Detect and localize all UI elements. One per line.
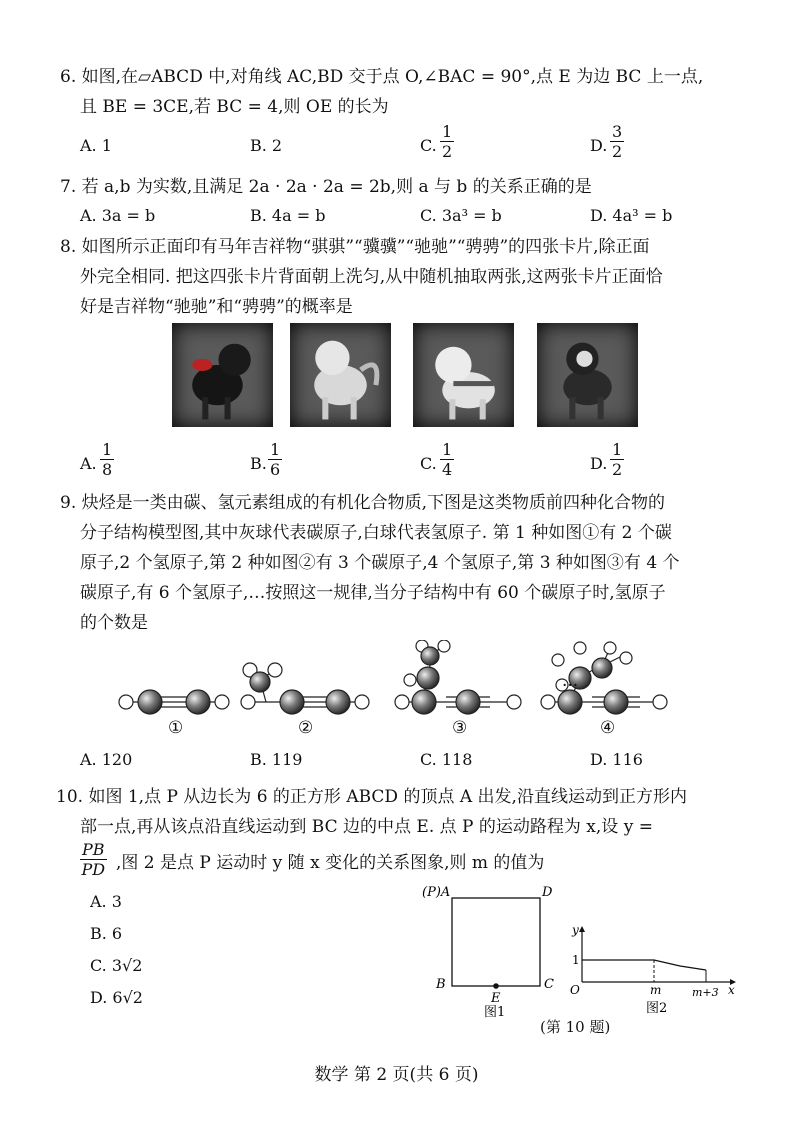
q9-option-a: A. 120 [80, 750, 133, 769]
label-one: 1 [572, 953, 580, 967]
label-c: C [544, 977, 554, 992]
figure-1-caption: 图1 [484, 1005, 506, 1020]
graph-curve [582, 960, 706, 970]
q8-option-b-label: B. [250, 454, 267, 473]
label-b: B [436, 977, 446, 992]
square-abcd [452, 898, 540, 986]
q6-stem-line2: 且 BE = 3CE,若 BC = 4,则 OE 的长为 [80, 97, 389, 117]
molecule-2 [241, 663, 369, 714]
q8-option-d-label: D. [590, 454, 608, 473]
q8-option-c-fraction: $\frac{1}{4}$ [442, 440, 453, 479]
label-e: E [491, 991, 501, 1006]
molecule-label-1: ① [168, 718, 184, 738]
q10-fraction-pb-pd: $\frac{PB}{PD}$ [81, 840, 106, 879]
q9-stem-line5: 的个数是 [80, 613, 148, 633]
q8-stem-line2: 外完全相同. 把这四张卡片背面朝上洗匀,从中随机抽取两张,这两张卡片正面恰 [80, 267, 663, 287]
q8-option-b-fraction: $\frac{1}{6}$ [270, 440, 281, 479]
q9-stem-line3: 原子,2 个氢原子,第 2 种如图②有 3 个碳原子,4 个氢原子,第 3 种如图③有 4 个 [80, 553, 680, 573]
q9-stem-line4: 碳原子,有 6 个氢原子,…按照这一规律,当分子结构中有 60 个碳原子时,氢原子 [80, 583, 666, 603]
q6-option-d-label: D. [590, 136, 608, 155]
q8-option-a-fraction: $\frac{1}{8}$ [102, 440, 113, 479]
q7-option-b: B. 4a = b [250, 206, 326, 225]
mascot-card-4 [537, 323, 638, 427]
q9-option-c: C. 118 [420, 750, 473, 769]
label-m3: m+3 [692, 986, 719, 999]
label-y: y [572, 923, 579, 937]
mascot-card-2 [290, 323, 391, 427]
q6-option-c-fraction: $\frac{1}{2}$ [442, 122, 453, 161]
q6-option-b: B. 2 [250, 136, 283, 155]
mascot-card-1 [172, 323, 273, 427]
point-e [493, 983, 499, 989]
q7-stem: 7. 若 a,b 为实数,且满足 2a · 2a · 2a = 2b,则 a 与 b 的关系正确的是 [60, 177, 592, 197]
molecule-4 [541, 642, 667, 714]
q10-option-b: B. 6 [90, 924, 123, 943]
q8-option-a-label: A. [80, 454, 97, 473]
q10-option-c: C. 3√2 [90, 956, 143, 975]
q8-option-d-fraction: $\frac{1}{2}$ [612, 440, 623, 479]
q6-option-a: A. 1 [80, 136, 112, 155]
q10-stem-line2: 部一点,再从该点沿直线运动到 BC 边的中点 E. 点 P 的运动路程为 x,设 y = [80, 817, 653, 837]
q10-stem-line3: ,图 2 是点 P 运动时 y 随 x 变化的关系图象,则 m 的值为 [116, 853, 545, 873]
q9-option-b: B. 119 [250, 750, 303, 769]
q10-option-d: D. 6√2 [90, 988, 143, 1007]
q7-option-d: D. 4a³ = b [590, 206, 673, 225]
q6-option-d-fraction: $\frac{3}{2}$ [612, 122, 623, 161]
label-pa: (P)A [422, 885, 451, 900]
q10-option-a: A. 3 [90, 892, 122, 911]
molecule-models [110, 640, 710, 735]
label-o: O [570, 983, 580, 997]
q9-stem-line1: 9. 炔烃是一类由碳、氢元素组成的有机化合物质,下图是这类物质前四种化合物的 [60, 493, 666, 513]
q6-option-c-label: C. [420, 136, 437, 155]
page-footer: 数学 第 2 页(共 6 页) [314, 1065, 479, 1085]
figure-2-graph [560, 920, 740, 1020]
q7-option-a: A. 3a = b [80, 206, 156, 225]
figure-1-square [420, 880, 560, 1020]
figure-2-caption: 图2 [646, 1001, 668, 1016]
molecule-1 [119, 690, 229, 714]
q10-stem-line1: 10. 如图 1,点 P 从边长为 6 的正方形 ABCD 的顶点 A 出发,沿直线运动到正方形内 [56, 787, 687, 807]
q9-option-d: D. 116 [590, 750, 643, 769]
label-m: m [650, 983, 662, 997]
q9-stem-line2: 分子结构模型图,其中灰球代表碳原子,白球代表氢原子. 第 1 种如图①有 2 个碳 [80, 523, 672, 543]
molecule-3 [395, 640, 521, 714]
molecule-ellipsis: ··· [562, 676, 579, 696]
molecule-label-2: ② [298, 718, 314, 738]
molecule-label-3: ③ [452, 718, 468, 738]
q8-option-c-label: C. [420, 454, 437, 473]
q8-stem-line3: 好是吉祥物“驰驰”和“骋骋”的概率是 [80, 297, 353, 317]
q7-option-c: C. 3a³ = b [420, 206, 502, 225]
mascot-card-3 [413, 323, 514, 427]
molecule-label-4: ④ [600, 718, 616, 738]
q6-stem-line1: 6. 如图,在▱ABCD 中,对角线 AC,BD 交于点 O,∠BAC = 90°,点 E 为边 BC 上一点, [60, 67, 704, 87]
label-x: x [728, 983, 735, 997]
label-d: D [542, 885, 553, 900]
q8-stem-line1: 8. 如图所示正面印有马年吉祥物“骐骐”“骥骥”“驰驰”“骋骋”的四张卡片,除正面 [60, 237, 650, 257]
q10-figure-caption: (第 10 题) [540, 1018, 611, 1036]
